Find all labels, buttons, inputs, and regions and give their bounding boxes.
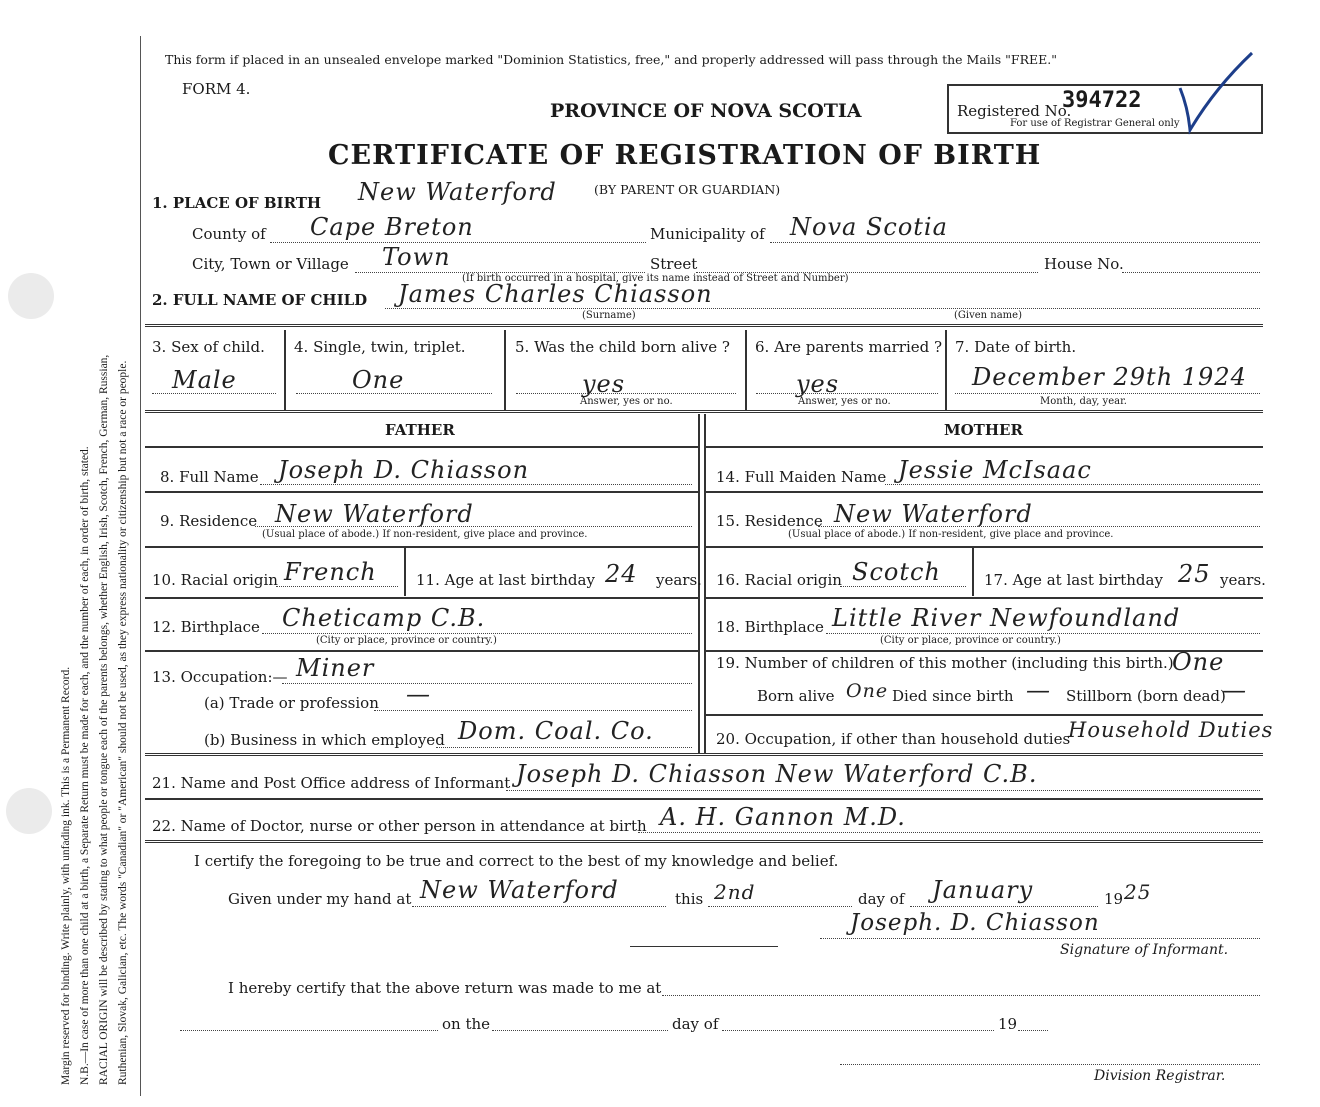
registrar-on-the-line [492,1030,668,1031]
division-registrar-label: Division Registrar. [1094,1068,1226,1084]
col-divider-3 [745,330,747,410]
mother-heading-rule [706,446,1263,448]
parents-divider-right [704,414,706,754]
mother-age-label: 17. Age at last birthday [984,571,1163,589]
child-name-value: James Charles Chiasson [398,280,713,308]
divider-parents [145,410,1263,413]
father-trade-line [374,710,692,711]
col-divider-4 [945,330,947,410]
dob-value: December 29th 1924 [972,363,1247,391]
died-since-birth-label: Died since birth [892,687,1014,705]
dob-note: Month, day, year. [1040,396,1127,407]
informant-line [506,790,1260,791]
municipality-value: Nova Scotia [790,213,948,241]
seal-line [630,946,778,947]
father-age-label: 11. Age at last birthday [416,571,595,589]
margin-instructions-1: Margin reserved for binding. Write plainly, with unfading ink. This is a Permanent Record. [60,666,72,1085]
racial-age-divider-f [404,548,406,596]
signature-label: Signature of Informant. [1060,942,1229,958]
row9-rule-f [145,546,698,548]
surname-note: (Surname) [582,310,636,321]
signature-line [820,938,1260,939]
binding-hole-bottom [6,788,52,834]
born-alive-label: 5. Was the child born alive ? [515,338,730,356]
certificate-title: CERTIFICATE OF REGISTRATION OF BIRTH [328,140,1042,171]
mother-occupation-label: 20. Occupation, if other than household duties [716,730,1071,748]
row12-rule-f [145,650,698,652]
father-trade-value: — [406,680,431,708]
children-count-value: One [1172,648,1225,676]
father-racial-label: 10. Racial origin [152,571,278,589]
row14-rule-m [706,491,1263,493]
dob-label: 7. Date of birth. [955,338,1077,356]
father-birthplace-note: (City or place, province or country.) [316,635,497,646]
given-name-note: (Given name) [954,310,1022,321]
county-value: Cape Breton [310,213,474,241]
registrar-day-of: day of [672,1015,719,1033]
mother-residence-label: 15. Residence [716,512,823,530]
county-label: County of [192,225,266,243]
row15-rule-m [706,546,1263,548]
mother-racial-value: Scotch [852,558,941,586]
mother-age-value: 25 [1178,560,1211,588]
margin-instructions-3: RACIAL ORIGIN will be described by stating to what people or tongue each of the parents belongs, whether English, Irish, Scotch, French, German, Russian, [98,354,110,1085]
parents-married-line [756,393,938,394]
father-residence-note: (Usual place of abode.) If non-resident, give place and province. [262,529,588,540]
died-since-birth-value: — [1026,676,1051,704]
registrar-year: 19 [998,1015,1018,1033]
mother-birthplace-note: (City or place, province or country.) [880,635,1061,646]
child-name-label: 2. FULL NAME OF CHILD [152,291,368,309]
father-name-line [260,484,692,485]
father-residence-value: New Waterford [275,500,474,528]
division-registrar-line [840,1064,1260,1065]
stillborn-label: Stillborn (born dead) [1066,687,1226,705]
province-heading: PROVINCE OF NOVA SCOTIA [550,100,862,122]
father-residence-label: 9. Residence [160,512,258,530]
informant-value: Joseph D. Chiasson New Waterford C.B. [516,760,1038,788]
parents-married-note: Answer, yes or no. [798,396,891,407]
place-of-birth-value: New Waterford [358,178,557,206]
father-residence-line [255,526,692,527]
binding-margin-line [140,36,141,1096]
father-birthplace-line [262,633,692,634]
registrar-on-the: on the [442,1015,491,1033]
single-twin-line [296,393,492,394]
father-years-label: years. [656,571,702,589]
city-label: City, Town or Village [192,255,349,273]
year-prefix: 19 [1104,890,1124,908]
registrar-place-line [662,995,1260,996]
doctor-value: A. H. Gannon M.D. [660,803,906,831]
registrar-prefix-line [180,1030,438,1031]
parents-married-label: 6. Are parents married ? [755,338,943,356]
mother-occupation-value: Household Duties [1068,718,1274,742]
place-of-birth-label: 1. PLACE OF BIRTH [152,194,322,212]
dob-line [955,393,1260,394]
single-twin-value: One [352,366,405,394]
sex-line [152,393,276,394]
day-of-label: day of [858,890,905,908]
father-occupation-value: Miner [296,654,375,682]
father-racial-line [276,586,398,587]
father-name-label: 8. Full Name [160,468,259,486]
mother-birthplace-line [826,633,1260,634]
father-business-value: Dom. Coal. Co. [458,717,654,745]
mother-residence-line [818,526,1260,527]
father-trade-label: (a) Trade or profession [204,694,379,712]
margin-instructions-4: Ruthenian, Slovak, Galician, etc. The words "Canadian" or "American" should not be used, as they express nationality or citizenship but not a race or people. [117,360,129,1085]
divider-child [145,324,1263,327]
certificate-subtitle: (BY PARENT OR GUARDIAN) [594,182,781,197]
col-divider-2 [504,330,506,410]
born-alive-value: yes [582,370,626,398]
single-twin-label: 4. Single, twin, triplet. [294,338,466,356]
margin-instructions-2: N.B.—In case of more than one child at a birth, a Separate Return must be made for each, and the number of each, in order of birth, stated. [79,446,91,1085]
col-divider-1 [284,330,286,410]
hospital-note: (If birth occurred in a hospital, give its name instead of Street and Number) [462,273,849,284]
given-under-line [412,906,666,907]
father-business-label: (b) Business in which employed [204,731,445,749]
mother-residence-value: New Waterford [834,500,1033,528]
postal-notice: This form if placed in an unsealed envelope marked "Dominion Statistics, free," and properly addressed will pass through the Mails "FREE." [165,52,1057,67]
binding-hole-top [8,273,54,319]
mother-name-value: Jessie McIsaac [898,456,1092,484]
street-label: Street [650,255,698,273]
row16-rule-m [706,597,1263,599]
father-racial-value: French [284,558,377,586]
child-name-line [385,308,1260,309]
registered-value: 394722 [1062,88,1142,113]
certify-statement: I certify the foregoing to be true and correct to the best of my knowledge and belief. [194,852,839,870]
given-under-label: Given under my hand at [228,890,412,908]
mother-birthplace-value: Little River Newfoundland [832,604,1181,632]
born-alive-note: Answer, yes or no. [580,396,673,407]
divider-informant [145,753,1263,756]
informant-signature: Joseph. D. Chiasson [850,910,1100,936]
parents-married-value: yes [796,370,840,398]
sex-label: 3. Sex of child. [152,338,265,356]
this-label: this [675,890,704,908]
checkmark-icon [1170,48,1260,138]
children-count-label: 19. Number of children of this mother (including this birth.) [716,654,1174,672]
mother-birthplace-label: 18. Birthplace [716,618,824,636]
municipality-label: Municipality of [650,225,765,243]
municipality-line [770,242,1260,243]
month-value: January [932,876,1034,904]
given-under-value: New Waterford [420,876,619,904]
registrar-note: For use of Registrar General only [1010,118,1180,129]
row19-rule-m [706,714,1263,716]
father-occupation-line [282,683,692,684]
informant-label: 21. Name and Post Office address of Informant [152,774,511,792]
sex-value: Male [172,366,237,394]
registered-label: Registered No. [957,102,1072,120]
divider-certify [145,840,1263,843]
doctor-label: 22. Name of Doctor, nurse or other person in attendance at birth [152,817,647,835]
mother-racial-line [840,586,966,587]
father-occupation-label: 13. Occupation:— [152,668,288,686]
father-heading-rule [145,446,698,448]
month-line [910,906,1098,907]
mother-residence-note: (Usual place of abode.) If non-resident, give place and province. [788,529,1114,540]
row21-rule [145,798,1263,800]
born-alive-count-label: Born alive [757,687,835,705]
registrar-statement: I hereby certify that the above return was made to me at [228,979,662,997]
mother-years-label: years. [1220,571,1266,589]
row8-rule-f [145,491,698,493]
racial-age-divider-m [972,548,974,596]
father-heading: FATHER [385,421,455,439]
mother-name-label: 14. Full Maiden Name [716,468,887,486]
this-day-line [708,906,852,907]
city-value: Town [382,243,451,271]
born-alive-count-value: One [846,680,889,702]
this-day-value: 2nd [714,880,756,904]
county-line [270,242,646,243]
father-name-value: Joseph D. Chiasson [278,456,530,484]
stillborn-value: — [1222,676,1247,704]
form-number: FORM 4. [182,80,251,98]
house-label: House No. [1044,255,1124,273]
father-business-line [436,747,692,748]
row10-rule-f [145,597,698,599]
father-age-value: 24 [605,560,638,588]
born-alive-line [516,393,736,394]
year-value: 25 [1124,880,1152,904]
house-line [1122,272,1260,273]
registrar-day-of-line [722,1030,994,1031]
mother-heading: MOTHER [944,421,1023,439]
mother-name-line [885,484,1260,485]
doctor-line [638,832,1260,833]
mother-racial-label: 16. Racial origin [716,571,842,589]
father-birthplace-value: Cheticamp C.B. [282,604,486,632]
father-birthplace-label: 12. Birthplace [152,618,260,636]
registrar-year-line [1018,1030,1048,1031]
